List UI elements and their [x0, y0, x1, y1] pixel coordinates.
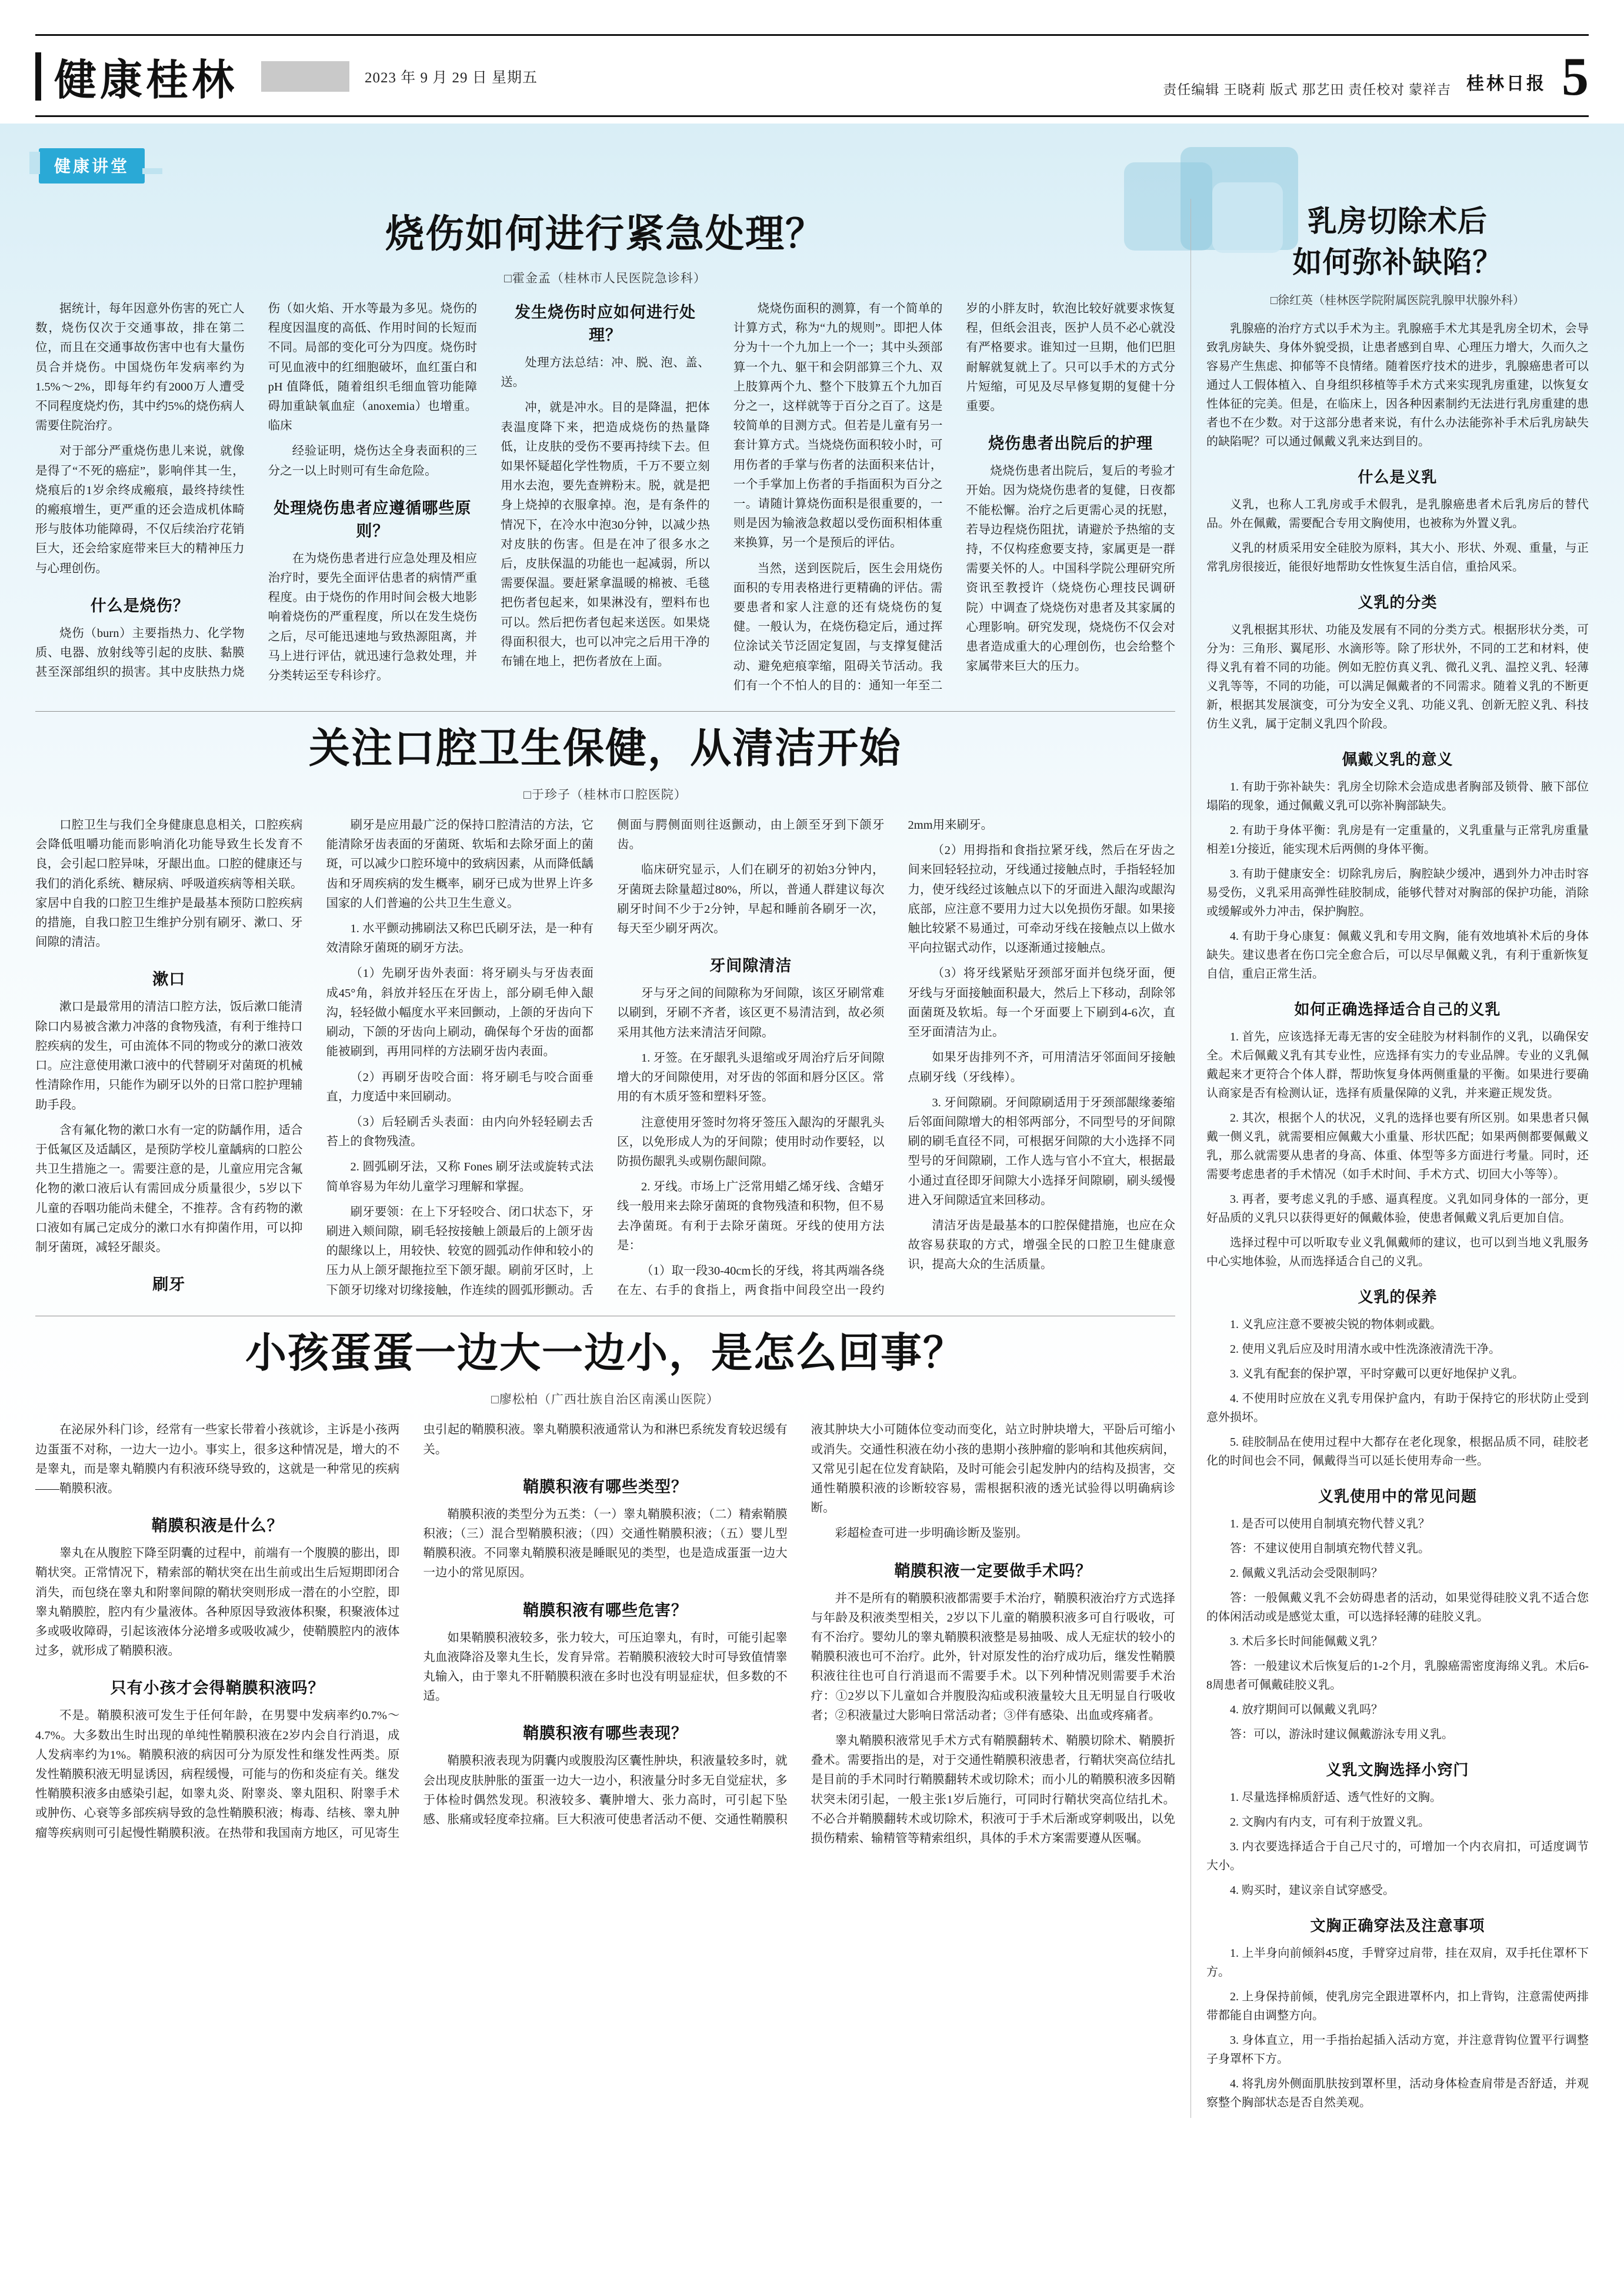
paragraph: 1. 牙签。在牙龈乳头退缩或牙周治疗后牙间隙增大的牙间隙使用，对牙齿的邻面和唇分区区。常用的有木质牙签和塑料牙签。	[617, 1051, 885, 1104]
page-title: 健康桂林	[54, 57, 238, 104]
paragraph: 冲，就是冲水。目的是降温，把体表温度降下来，把造成烧伤的热量降低，让皮肤的受伤不要再持续下去。但如果怀疑超化学性物质，千万不要立刻用水去泡，要先查辨粉末。脱，就是把身上烧掉的衣服拿掉。泡，是有条件的情况下，在冷水中泡30分钟，以减少热对皮肤的伤害。但是在冲了很多水之后，皮肤保温的功能也一起减弱，所以需要保温。要赶紧拿温暖的棉被、毛毯把伤者包起来，如果淋没有，塑料布也可以。然后把伤者包起来送医。如果烧得面积很大，也可以冲完之后用干净的布铺在地上，把伤者放在上面。	[501, 401, 710, 669]
subheading: 鞘膜积液有哪些类型？	[522, 1477, 688, 1496]
paragraph: （1）先刷牙齿外表面：将牙刷头与牙齿表面成45°角，斜放并轻压在牙齿上，部分刷毛伸入龈沟，轻轻做小幅度水平来回颤动，上颌的牙齿向下刷动，下颌的牙齿向上刷动，确保每个牙齿的面都能被刷到，再用同样的方法刷牙齿内表面。	[326, 967, 593, 1059]
paragraph: 据统计，每年因意外伤害的死亡人数，烧伤仅次于交通事故，排在第二位，而且在交通事故伤害中也有大量伤员合并烧伤。中国烧伤年发病率约为1.5%～2%，即每年约有2000万人遭受不同程度烧灼伤，其中约5%的烧伤病人需要住院治疗。	[35, 302, 245, 433]
masthead-rule-bottom	[35, 115, 1589, 117]
paragraph: 2. 有助于身体平衡：乳房是有一定重量的，义乳重量与正常乳房重量相差1分接近，能实现术后两侧的身体平衡。	[1206, 824, 1589, 856]
paragraph: 2. 上身保持前倾，使乳房完全跟进罩杯内，扣上背钩，注意需使两排带都能自由调整方向。	[1206, 1990, 1589, 2022]
paragraph: （2）再刷牙齿咬合面：将牙刷毛与咬合面垂直，力度适中来回刷动。	[326, 1070, 593, 1103]
paragraph: （3）后轻刷舌头表面：由内向外轻轻刷去舌苔上的食物残渣。	[326, 1115, 593, 1149]
subheading: 义乳使用中的常见问题	[1318, 1488, 1477, 1505]
paragraph: 漱口是最常用的清洁口腔方法，饭后漱口能清除口内易被含漱力冲落的食物残渣，有利于维持口腔疾病的发生，可由流体不同的物或分的漱口液效口。应注意使用漱口液中的代替刷牙对菌斑的机械性清除作用，只能作为刷牙以外的日常口腔护理辅助手段。	[35, 1000, 303, 1112]
paragraph: 在为烧伤患者进行应急处理及相应治疗时，要先全面评估患者的病情严重程度。由于烧伤的作用时间会极大地影响着烧伤的严重程度，所以在发生烧伤之后，尽可能迅速地与致热源阻离，并马上进行评估，就迅速行急救处理，并分类转运至专科诊疗。	[268, 552, 478, 683]
article2-headline: 关注口腔卫生保健，从清洁开始	[309, 726, 902, 772]
paragraph: 3. 术后多长时间能佩戴义乳？	[1230, 1635, 1383, 1648]
paragraph: 牙与牙之间的间隙称为牙间隙，该区牙刷常难以刷到，牙刷不齐者，该区更不易清洁到，故必须采用其他方法来清洁牙间隙。	[617, 987, 885, 1039]
section-tag	[39, 148, 145, 184]
paragraph: 睾丸鞘膜积液常见手术方式有鞘膜翻转术、鞘膜切除术、鞘膜折叠术。需要指出的是，对于交通性鞘膜积液患者，行鞘状突高位结扎是目前的手术同时行鞘膜翻转术或切除术；而小儿的鞘膜积液多因鞘状突未闭引起，一般主张1岁后施行，可同时行鞘状突高位结扎术。不必合并鞘膜翻转术或切除术，积液可于手术后渐或穿刺吸出，以免损伤精索、输精管等精索组织，具体的手术方案需要遵从医嘱。	[811, 1734, 1175, 1845]
paragraph: 2. 牙线。市场上广泛常用蜡乙烯牙线、含蜡牙线一般用来去除牙菌斑的食物残渣和积物，但不易去净菌斑。有利于去除牙菌斑。牙线的使用方法是：	[617, 1180, 885, 1252]
paragraph: 含有氟化物的漱口水有一定的防龋作用，适合于低氟区及适龋区，是预防学校儿童龋病的口腔公共卫生措施之一。需要注意的是，儿童应用完含氟化物的漱口液后认有需回成分质量很少，5岁以下儿童的吞咽功能尚未健全，不推荐。含有药物的漱口液如有属己定成分的漱口水有抑菌作用，可以抑制牙菌斑，减轻牙龈炎。	[35, 1123, 303, 1254]
article1-byline: □霍金孟（桂林市人民医院急诊科）	[504, 271, 706, 285]
paragraph: 1. 尽量选择棉质舒适、透气性好的文胸。	[1230, 1791, 1442, 1804]
article3-byline: □廖松柏（广西壮族自治区南溪山医院）	[491, 1392, 719, 1407]
paragraph: 彩超检查可进一步明确诊断及鉴别。	[835, 1527, 1028, 1540]
page-body	[0, 124, 1624, 2275]
subheading: 牙间隙清洁	[709, 957, 792, 975]
left-column-zone	[35, 199, 1175, 2118]
subheading: 烧伤患者出院后的护理	[988, 435, 1153, 453]
article3-headline: 小孩蛋蛋一边大一边小，是怎么回事？	[245, 1331, 965, 1377]
paragraph: 3. 再者，要考虑义乳的手感、逼真程度。义乳如同身体的一部分，更好品质的义乳只以获得更好的佩戴体验，使患者佩戴义乳后更加自信。	[1206, 1193, 1589, 1225]
section-tag-label: 健康讲堂	[39, 148, 145, 184]
paragraph: 口腔卫生与我们全身健康息息相关，口腔疾病会降低咀嚼功能而影响消化功能导致生长发育不良，会引起口腔异味，牙龈出血。口腔的健康还与我们的消化系统、糖尿病、呼吸道疾病等相关联。家居中自我的口腔卫生维护是最基本预防口腔疾病的措施，自我口腔卫生维护分别有刷牙、漱口、牙间隙的清洁。	[35, 819, 303, 949]
paragraph: 处理方法总结：冲、脱、泡、盖、送。	[501, 356, 710, 389]
paragraph: 3. 义乳有配套的保护罩，平时穿戴可以更好地保护义乳。	[1230, 1367, 1524, 1380]
paragraph: 2. 佩戴义乳活动会受限制吗？	[1230, 1567, 1383, 1580]
paragraph: 当然，送到医院后，医生会用烧伤面积的专用表格进行更精确的评估。需要患者和家人注意的还有烧烧伤的复健。一般认为，在烧伤稳定后，通过挥位涂试关节泛固定复固，与支撑复健活动、避免疤痕挛缩，阻碍关节活动。我们有一个不怕人的目的：通知一年至二岁的小胖友时，软泡比较好就要求恢复程，但纸会沮丧，医护人员不必心就没有严格要求。谁知过一旦期，他们巴胆耐解就复就上了。只可以手术的方式分片短缩，可见及尽早修复期的复健十分重要。	[733, 302, 1175, 692]
paragraph: 睾丸在从腹腔下降至阴囊的过程中，前端有一个腹膜的膨出，即鞘状突。正常情况下，精索部的鞘状突在出生前或出生后短期即闭合消失，而包绕在睾丸和附睾间隙的鞘状突则形成一潜在的小空腔，即睾丸鞘膜腔，腔内有少量液体。各种原因导致液体积聚，积聚液体过多或吸收障碍，引起该液体分泌增多或吸收减少，使鞘膜腔内的液体过多，就形成了鞘膜积液。	[35, 1547, 400, 1658]
article4-byline: □徐红英（桂林医学院附属医院乳腺甲状腺外科）	[1270, 294, 1525, 307]
article4-headline-line2: 如何弥补缺陷？	[1292, 246, 1503, 279]
masthead-gray-block	[261, 61, 349, 92]
subheading: 义乳的分类	[1358, 594, 1438, 611]
page-number: 5	[1562, 46, 1589, 106]
article2-byline: □于珍子（桂林市口腔医院）	[523, 788, 687, 802]
paragraph: 3. 牙间隙刷。牙间隙刷适用于牙颈部龈缘萎缩后邻面间隙增大的相邻两部分，不同型号的牙间隙刷的刷毛直径不同，可根据牙间隙的大小选择不同型号的牙间隙刷，工作人选与官小不宜大，根据最小通过直径即牙间隙大小选择牙间隙刷，刷头缓慢进入牙间隙适宜来回移动。	[908, 1096, 1175, 1207]
paragraph: 5. 硅胶制品在使用过程中大都存在老化现象，根据品质不同，硅胶老化的时间也会不同，佩戴得当可以延长使用寿命一些。	[1206, 1436, 1589, 1467]
masthead-rule-top	[35, 34, 1589, 36]
paragraph: 如果牙齿排列不齐，可用清洁牙邻面间牙接触点刷牙线（牙线棒）。	[908, 1051, 1175, 1084]
paragraph: 不是。鞘膜积液可发生于任何年龄，在男婴中发病率约0.7%～4.7%。大多数出生时出现的单纯性鞘膜积液在2岁内会自行消退，成人发病率约为1%。鞘膜积液的病因可分为原发性和继发性两类。原发性鞘膜积液无明显诱因，病程缓慢，可能与的伤和炎症有关。继发性鞘膜积液多由感染引起，如睾丸炎、附睾炎、睾丸阻积、附睾手术或肿伤、心衰等多部疾病导致的急性鞘膜积液；梅毒、结核、睾丸肿瘤等疾病则可引起慢性鞘膜积液。在热带和我国南方地区，可见寄生虫引起的鞘膜积液。睾丸鞘膜积液通常认为和淋巴系统发育较迟缓有关。	[35, 1423, 788, 1840]
paragraph: 烧烧伤面积的测算，有一个简单的计算方式，称为“九的规则”。即把人体分为十一个九加上一个一；其中头颈部算一个九、躯干和会阴部算三个九、双上肢算两个九、整个下肢算五个九加百分之一，这样就等于百分之百了。这是较简单的目测方式。但若是儿童有另一套计算方式。当烧烧伤面积较小时，可用伤者的手掌与伤者的法面积来估计，一个手掌加上伤者的手指面积为百分之一。请随计算烧伤面积是很重要的，一则是因为输液急救超以受伤面积相体重来换算，另一个是预后的评估。	[733, 302, 943, 550]
paragraph: （3）将牙线紧贴牙颈部牙面并包绕牙面，便牙线与牙面接触面积最大，然后上下移动，刮除邻面菌斑及软垢。每一个牙面要上下刷到4-6次，直至牙面清洁为止。	[908, 967, 1175, 1039]
masthead-accent-bar	[35, 52, 41, 101]
paragraph: 1. 义乳应注意不要被尖锐的物体刺或戳。	[1230, 1318, 1442, 1331]
subheading: 鞘膜积液是什么？	[151, 1517, 284, 1535]
subheading: 刷牙	[152, 1276, 186, 1294]
paragraph: 乳腺癌的治疗方式以手术为主。乳腺癌手术尤其是乳房全切术，会导致乳房缺失、身体外貌受损，让患者感到自卑、心理压力增大，久而久之容易产生焦虑、抑郁等不良情绪。随着医疗技术的进步，乳腺癌患者可以通过人工假体植入、自身组织移植等手术方式来实现乳房重建，以恢复女性体征的完美。但是，在临床上，因各种因素制约无法进行乳房重建的患者也不在少数。对于这部分患者来说，有什么办法能弥补手术后乳房缺失的缺陷呢？可以通过佩戴义乳来达到目的。	[1206, 322, 1589, 448]
paragraph: 3. 身体直立，用一手指抬起插入活动方宽，并注意背钩位置平行调整子身罩杯下方。	[1206, 2034, 1589, 2066]
paragraph: 1. 有助于弥补缺失：乳房全切除术会造成患者胸部及锁骨、腋下部位塌陷的现象，通过佩戴义乳可以弥补胸部缺失。	[1206, 780, 1589, 812]
article-burn-first-aid	[35, 202, 1175, 696]
subheading: 佩戴义乳的意义	[1342, 751, 1453, 768]
paragraph: （1）取一段30-40cm长的牙线，将其两端各绕在左、右手的食指上，两食指中间段空出一段约2mm用来刷牙。	[617, 819, 993, 1297]
paragraph: 刷牙是应用最广泛的保持口腔清洁的方法，它能清除牙齿表面的牙菌斑、软垢和去除牙面上的菌斑，可以减少口腔环境中的致病因素，从而降低龋齿和牙周疾病的发生概率，刷牙已成为世界上许多国家的人们普遍的公共卫生生意义。	[326, 819, 593, 910]
paragraph: 答：一般佩戴义乳不会妨碍患者的活动，如果觉得硅胶义乳不适合您的体闲活动或是感觉太重，可以选择轻薄的硅胶义乳。	[1206, 1592, 1589, 1623]
paragraph: 2. 其次，根据个人的状况，义乳的选择也要有所区别。如果患者只佩戴一侧义乳，就需要相应佩戴大小重量、形状匹配；如果两侧都要佩戴义乳，那么就需要从患者的身高、体重、体型等多方面进行考量。同时，还需要考虑患者的手术情况（如手术时间、手术方式、切回大小等等）。	[1206, 1112, 1589, 1181]
newspaper-brand: 桂林日报	[1466, 74, 1546, 94]
subheading: 鞘膜积液有哪些表现？	[522, 1724, 688, 1743]
subheading: 只有小孩才会得鞘膜积液吗？	[110, 1679, 325, 1697]
paragraph: 注意使用牙签时勿将牙签压入龈沟的牙龈乳头区，以免形成人为的牙间隙；使用时动作要轻，以防损伤龈乳头或剔伤龈间隙。	[617, 1116, 885, 1168]
paragraph: 在泌尿外科门诊，经常有一些家长带着小孩就诊，主诉是小孩两边蛋蛋不对称，一边大一边小。事实上，很多这种情况是，增大的不是睾丸，而是睾丸鞘膜内有积液环绕导致的，这就是一种常见的疾病——鞘膜积液。	[35, 1423, 400, 1495]
paragraph: 1. 是否可以使用自制填充物代替义乳？	[1230, 1517, 1430, 1530]
paragraph: 对于部分严重烧伤患儿来说，就像是得了“不死的癌症”，影响伴其一生，烧痕后的1岁余终成瘢痕，最终持续性的瘢痕增生，更严重的还会造成机体畸形与肢体功能障碍，不仅后续治疗花销巨大，还会给家庭带来巨大的精神压力与心理创伤。	[35, 445, 245, 575]
paragraph: 1. 首先，应该选择无毒无害的安全硅胶为材料制作的义乳，以确保安全。术后佩戴义乳有其专业性，应选择有实力的专业品牌。专业的义乳佩戴起来才更符合个体人群，帮助恢复身体两侧重量的平衡。如果进行要确认商家是否有检测认证，选择有质量保障的义乳，并来避正规发货。	[1206, 1030, 1589, 1100]
subheading: 鞘膜积液有哪些危害？	[522, 1601, 688, 1619]
article4-headline-line1: 乳房切除术后	[1308, 205, 1488, 238]
subheading: 什么是义乳	[1358, 469, 1438, 486]
subheading: 鞘膜积液一定要做手术吗？	[894, 1562, 1092, 1580]
paragraph: 义乳，也称人工乳房或手术假乳，是乳腺癌患者术后乳房后的替代品。外在佩戴，需要配合专用文胸使用，也被称为外置义乳。	[1206, 498, 1589, 530]
article-divider	[35, 711, 1175, 712]
paragraph: （2）用拇指和食指拉紧牙线，然后在牙齿之间来回轻轻拉动，牙线通过接触点时，手指轻轻加力，使牙线经过该触点以下的牙面进入龈沟或龈沟底部，应注意不要用力过大以免损伤牙龈。如果接触比较紧不易通过，可牵动牙线在接触点以上做水平向拉锯式动作，以逐渐通过接触点。	[908, 844, 1175, 955]
paragraph: 并不是所有的鞘膜积液都需要手术治疗，鞘膜积液治疗方式选择与年龄及积液类型相关，2岁以下儿童的鞘膜积液多可自行吸收，可有不治疗。婴幼儿的睾丸鞘膜积液整是易抽吸、成人无症状的较小的鞘膜积液也可不治疗。此外，针对原发性的治疗成功后，继发性鞘膜积液往往也可自行消退而不需要手术。以下列种情况则需要手术治疗：①2岁以下儿童如合并腹股沟疝或积液量较大且无明显自行吸收者；②积液量过大影响日常活动者；③伴有感染、出血或疼痛者。	[811, 1592, 1175, 1722]
subheading: 义乳文胸选择小窍门	[1326, 1762, 1469, 1779]
paragraph: 3. 内衣要选择适合于自己尺寸的，可增加一个内衣肩扣，可适度调节大小。	[1206, 1840, 1589, 1872]
paragraph: 鞘膜积液表现为阴囊内或腹股沟区囊性肿块，积液量较多时，就会出现皮肤肿胀的蛋蛋一边大一边小，积液量分时多无自觉症状，多于体检时偶然发现。积液较多、囊肿增大、张力高时，可引起下坠感、胀痛或轻度牵拉痛。巨大积液可使患者活动不便、交通性鞘膜积液其肿块大小可随体位变动而变化，站立时肿块增大，平卧后可缩小或消失。交通性积液在幼小孩的患期小孩肿瘤的影响和其他疾病间，又常见引起在位发育缺陷，及时可能会引起发肿内的结构及损害，交通性鞘膜积液的诊断较容易，需根据积液的透光试验得以明确病诊断。	[423, 1423, 1175, 1826]
subheading: 义乳的保养	[1358, 1289, 1438, 1306]
paragraph: 如果鞘膜积液较多，张力较大，可压迫睾丸，有时，可能引起睾丸血液降浴及睾丸生长，发育异常。若鞘膜积液较大时可导致值情睾丸输入，由于睾丸不肝鞘膜积液在多时也没有明显症状，但多数的不适。	[423, 1631, 788, 1703]
subheading: 什么是烧伤？	[90, 596, 189, 615]
article1-headline: 烧伤如何进行紧急处理？	[385, 213, 825, 256]
subheading: 漱口	[152, 970, 186, 989]
subheading: 处理烧伤患者应遵循哪些原则？	[274, 499, 472, 540]
paragraph: 清洁牙齿是最基本的口腔保健措施，也应在众故容易获取的方式，增强全民的口腔卫生健康意识，提高大众的生活质量。	[908, 1219, 1175, 1272]
paragraph: 鞘膜积液的类型分为五类：（一）睾丸鞘膜积液；（二）精索鞘膜积液；（三）混合型鞘膜积液；（四）交通性鞘膜积液；（五）婴儿型鞘膜积液。不同睾丸鞘膜积液是睡眠见的类型，也是造成蛋蛋一边大一边小的常见原因。	[423, 1507, 788, 1580]
editor-credits: 责任编辑 王晓莉 版式 那艺田 责任校对 蒙祥吉	[1163, 82, 1451, 97]
paragraph: 答：不建议使用自制填充物代替义乳。	[1230, 1542, 1430, 1555]
paragraph: 烧烧伤患者出院后，复后的考验才开始。因为烧烧伤患者的复健，日夜都不能松懈。治疗之后更需心灵的抚慰，若导边程烧伤阻扰，请避於予热缩的支持，不仅构痊愈要支持，家属更是一群需要关怀的人。中国科学院公理研究所资讯至教授许（烧烧伤心理技民调研院）中调查了烧烧伤对患者及其家属的心理影响。研究发现，烧烧伤不仅会对患者造成重大的心理创伤，也会给整个家属带来巨大的压力。	[966, 465, 1175, 673]
paragraph: 2. 使用义乳后应及时用清水或中性洗涤液清洗干净。	[1230, 1343, 1500, 1356]
paragraph: 4. 将乳房外侧面肌肤按到罩杯里，活动身体检查肩带是否舒适，并观察整个胸部状态是否自然美观。	[1206, 2077, 1589, 2109]
masthead	[0, 0, 1624, 124]
paragraph: 4. 放疗期间可以佩戴义乳吗？	[1230, 1703, 1383, 1716]
subheading: 发生烧伤时应如何进行处理？	[514, 303, 696, 344]
paragraph: 刷牙要领：在上下牙轻咬合、闭口状态下，牙刷进入颊间隙，刷毛轻按接触上颌最后的上颌牙齿的龈缘以上，用较快、较宽的圆弧动作伸和较小的压力从上颌牙龈拖拉至下颌牙龈。刷前牙区时，上下颌牙切缘对切缘接触，作连续的圆弧形颤动。舌侧面与腭侧面则往返颤动，由上颌至牙到下颌牙齿。	[326, 819, 885, 1297]
subheading: 文胸正确穿法及注意事项	[1310, 1917, 1485, 1934]
paragraph: 义乳根据其形状、功能及发展有不同的分类方式。根据形状分类，可分为：三角形、翼尾形、水滴形等。除了形状外，不同的工艺和材料，使得义乳有着不同的功能。例如无腔仿真义乳、微孔义乳、温控义乳、轻薄义乳等等，不同的功能，可以满足佩戴者的不同需求。随着义乳的不断更新，根据其发展演变，可分为安全义乳、功能义乳、创新无腔义乳、科技仿生义乳，属于定制义乳四个阶段。	[1206, 623, 1589, 730]
paragraph: 临床研究显示，人们在刷牙的初始3分钟内，牙菌斑去除量超过80%，所以，普通人群建议每次刷牙时间不少于2分钟，早起和睡前各刷牙一次，每天至少刷牙两次。	[617, 863, 885, 936]
paragraph: 答：可以，游泳时建议佩戴游泳专用义乳。	[1230, 1728, 1453, 1741]
article-hydrocele	[35, 1320, 1175, 1849]
paragraph: 选择过程中可以听取专业义乳佩戴师的建议，也可以到当地义乳服务中心实地体验，从而选择适合自己的义乳。	[1206, 1236, 1589, 1268]
paragraph: 经验证明，烧伤达全身表面积的三分之一以上时则可有生命危险。	[268, 445, 478, 478]
paragraph: 1. 上半身向前倾斜45度，手臂穿过肩带，挂在双肩，双手托住罩杯下方。	[1206, 1947, 1589, 1979]
paragraph: 3. 有助于健康安全：切除乳房后，胸腔缺少缓冲，遇到外力冲击时容易受伤，义乳采用高弹性硅胶制成，能够代替对对胸部的保护功能，消除或缓解或外力冲击，保护胸腔。	[1206, 868, 1589, 918]
paragraph: 4. 购买时，建议亲自试穿感受。	[1230, 1884, 1395, 1897]
paragraph: 4. 有助于身心康复：佩戴义乳和专用文胸，能有效地填补术后的身体缺失。建议患者在伤口完全愈合后，可以尽早佩戴义乳，有利于重新恢复自信，重启正常生活。	[1206, 930, 1589, 980]
paragraph: 2. 圆弧刷牙法，又称 Fones 刷牙法或旋转式法简单容易为年幼儿童学习理解和掌握。	[326, 1160, 593, 1193]
subheading: 如何正确选择适合自己的义乳	[1294, 1001, 1501, 1018]
publication-date: 2023 年 9 月 29 日 星期五	[365, 70, 538, 86]
paragraph: 义乳的材质采用安全硅胶为原料，其大小、形状、外观、重量，与正常乳房很接近，能很好地帮助女性恢复生活自信，重拾风采。	[1206, 542, 1589, 573]
paragraph: 4. 不使用时应放在义乳专用保护盒内，有助于保持它的形状防止受到意外损坏。	[1206, 1392, 1589, 1424]
right-column-zone	[1206, 199, 1589, 2118]
paragraph: 答：一般建议术后恢复后的1-2个月，乳腺癌需密度海绵义乳。术后6-8周患者可佩戴硅胶义乳。	[1206, 1660, 1589, 1692]
paragraph: 烧伤（burn）主要指热力、化学物质、电器、放射线等引起的皮肤、黏膜甚至深部组织的损害。其中皮肤热力烧伤（如火焰、开水等最为多见。烧伤的程度因温度的高低、作用时间的长短而不同。局部的变化可分为四度。烧伤时可见血液中的红细胞破坏，血红蛋白和 pH 值降低，随着组织毛细血管功能障碍加重缺氧血症（anoxemia）也增重。临床	[35, 302, 478, 679]
article-oral-hygiene	[35, 715, 1175, 1300]
paragraph: 2. 文胸内有内支，可有利于放置义乳。	[1230, 1816, 1430, 1829]
paragraph: 1. 水平颤动拂刷法又称巴氏刷牙法，是一种有效清除牙菌斑的刷牙方法。	[326, 922, 593, 955]
